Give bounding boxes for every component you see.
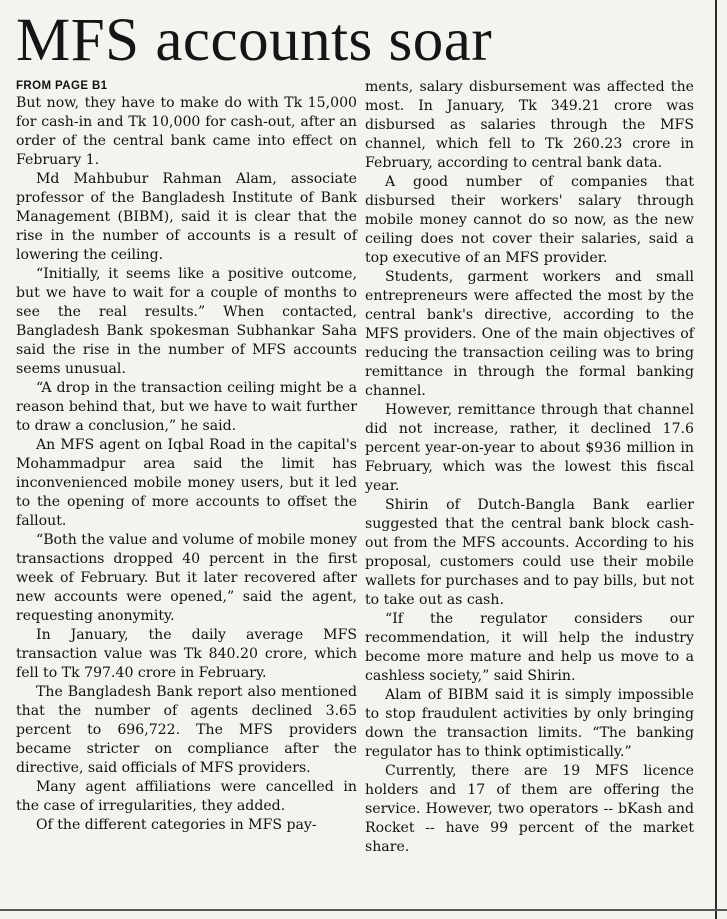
paragraph: Md Mahbubur Rahman Alam, associate professor of the Bangladesh Institute of Bank Management (BIBM), said it is clear that the rise in the number of accounts is a result of lowering the ceiling. [16,171,357,263]
continued-from-label: FROM PAGE B1 [16,80,108,92]
paragraph: “Initially, it seems like a positive outcome, but we have to wait for a couple of months to see the real results.” When contacted, Bangladesh Bank spokesman Subhankar Saha said the rise in the number of MFS accounts seems unusual. [16,266,357,377]
bottom-rule [0,909,727,911]
right-column [365,78,694,857]
paragraph: Shirin of Dutch-Bangla Bank earlier suggested that the central bank block cash-out from the MFS accounts. According to his proposal, customers could use their mobile wallets for purchases and to pay bills, but not to take out as cash. [365,497,694,608]
left-column [16,78,357,835]
paragraph: Currently, there are 19 MFS licence holders and 17 of them are offering the service. However, two operators -- bKash and Rocket -- have 99 percent of the market share. [365,763,694,855]
paragraph: Of the different categories in MFS pay- [36,817,317,833]
headline: MFS accounts soar [16,7,493,74]
paragraph: “Both the value and volume of mobile money transactions dropped 40 percent in the first week of February. But it later recovered after new accounts were opened,” said the agent, requesting anonymity. [16,532,357,624]
paragraph: Students, garment workers and small entrepreneurs were affected the most by the central bank's directive, according to the MFS providers. One of the main objectives of reducing the transaction ceiling was to bring remittance in through the formal banking channel. [365,269,694,399]
paragraph: But now, they have to make do with Tk 15,000 for cash-in and Tk 10,000 for cash-out, after an order of the central bank came into effect on February 1. [16,95,357,168]
paragraph: An MFS agent on Iqbal Road in the capital's Mohammadpur area said the limit has inconvenienced mobile money users, but it led to the opening of more accounts to offset the fallout. [16,437,357,529]
paragraph: Alam of BIBM said it is simply impossible to stop fraudulent activities by only bringing down the transaction limits. “The banking regulator has to think optimistically.” [365,687,694,760]
paragraph: Many agent affiliations were cancelled in the case of irregularities, they added. [16,779,357,814]
paragraph: A good number of companies that disbursed their workers' salary through mobile money cannot do so now, as the new ceiling does not cover their salaries, said a top executive of an MFS provider. [365,174,694,266]
paragraph: The Bangladesh Bank report also mentioned that the number of agents declined 3.65 percent to 696,722. The MFS providers became stricter on compliance after the directive, said officials of MFS providers. [16,684,357,776]
right-column-rule [715,0,717,919]
paragraph: However, remittance through that channel did not increase, rather, it declined 17.6 percent year-on-year to about $936 million in February, which was the lowest this fiscal year. [365,402,694,494]
paragraph: “If the regulator considers our recommendation, it will help the industry become more mature and help us move to a cashless society,” said Shirin. [365,611,694,684]
paragraph: In January, the daily average MFS transaction value was Tk 840.20 crore, which fell to Tk 797.40 crore in February. [16,627,357,681]
paragraph: ments, salary disbursement was affected the most. In January, Tk 349.21 crore was disbursed as salaries through the MFS channel, which fell to Tk 260.23 crore in February, according to central bank data. [365,79,694,171]
paragraph: “A drop in the transaction ceiling might be a reason behind that, but we have to wait further to draw a conclusion,” he said. [16,380,357,434]
